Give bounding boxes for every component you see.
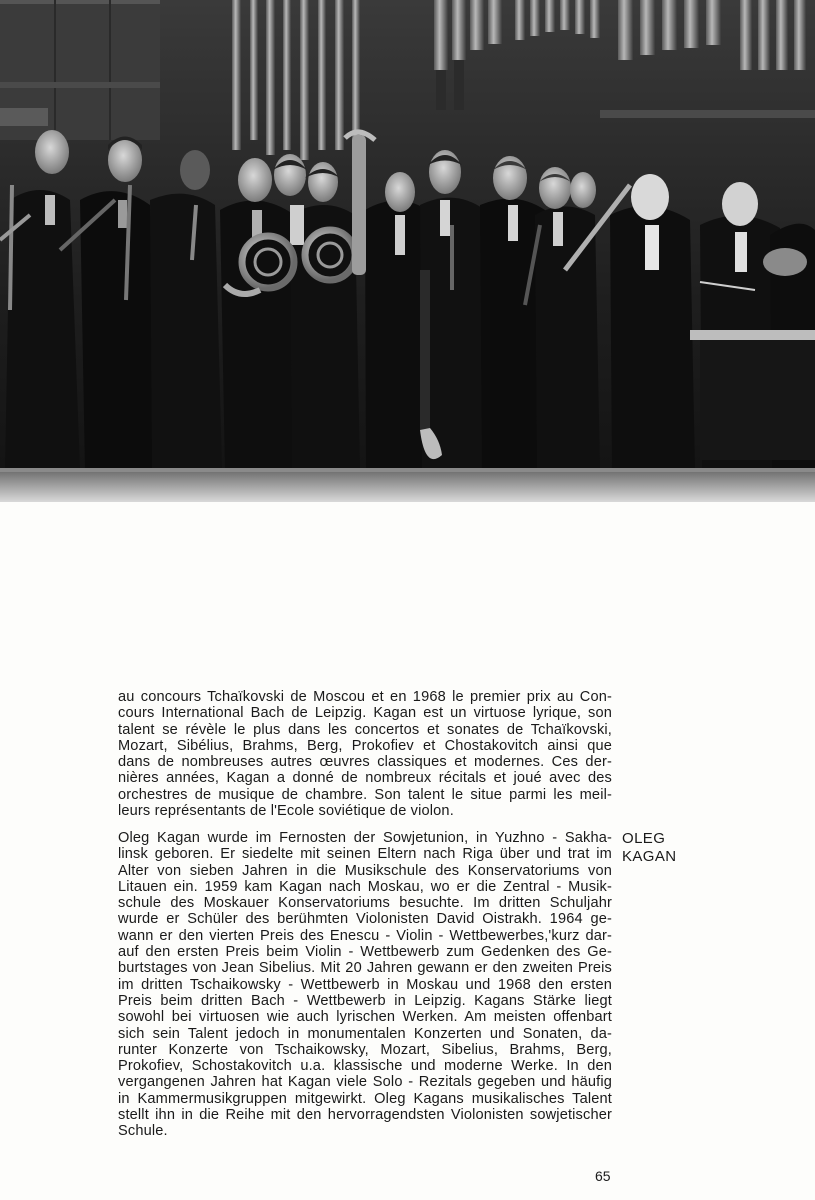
text-line: Mozart, Sibélius, Brahms, Berg, Prokofiev et Chostakovitch ainsi que: [118, 737, 612, 754]
german-paragraph: [118, 830, 612, 1140]
text-line: Oleg Kagan wurde im Fernosten der Sowjetunion, in Yuzhno - Sakha-: [118, 830, 612, 846]
side-title: [622, 830, 677, 866]
text-line: nières années, Kagan a donné de nombreux récitals et joué avec des: [118, 770, 612, 787]
text-line: Litauen ein. 1959 kam Kagan nach Moskau, wo er die Zentral - Musik-: [118, 878, 612, 895]
page-number: 65: [595, 1168, 611, 1184]
text-line: in Kammermusikgruppen mitgewirkt. Oleg Kagans musikalisches Talent: [118, 1090, 612, 1107]
text-line: Schule.: [118, 1123, 168, 1140]
concert-photo: [0, 0, 815, 502]
text-line: cours International Bach de Leipzig. Kagan est un virtuose lyrique, son: [118, 705, 612, 722]
side-title-last-name: KAGAN: [622, 848, 677, 865]
text-line: schule des Moskauer Konservatoriums besuchte. Im dritten Schuljahr: [118, 895, 612, 912]
text-line: Preis beim dritten Bach - Wettbewerb in Leipzig. Kagans Stärke liegt: [118, 992, 612, 1009]
text-line: wurde er Schüler des berühmten Violonisten David Oistrakh. 1964 ge-: [118, 911, 612, 928]
text-line: talent se révèle le plus dans les concertos et sonates de Tchaïkovski,: [118, 721, 612, 738]
text-line: runter Konzerte von Tschaikowsky, Mozart, Sibelius, Brahms, Berg,: [118, 1041, 612, 1058]
text-line: burtstages von Jean Sibelius. Mit 20 Jahren gewann er den zweiten Preis: [118, 960, 612, 977]
text-line: dans de nombreuses autres œuvres classiques et modernes. Ces der-: [118, 754, 612, 771]
text-line: auf den ersten Preis beim Violin - Wettbewerb zum Gedenken des Ge-: [118, 944, 612, 961]
stage-floor: [0, 470, 815, 502]
text-line: vergangenen Jahren hat Kagan viele Solo - Rezitals gegeben und häufig: [118, 1074, 612, 1091]
side-title-first-name: OLEG: [622, 830, 666, 847]
text-line: leurs représentants de l'Ecole soviétique de violon.: [118, 803, 454, 820]
text-line: Prokofiev, Schostakovitch u.a. klassische und moderne Werke. In den: [118, 1058, 612, 1075]
text-line: orchestres de musique de chambre. Son talent le situe parmi les meil-: [118, 786, 612, 803]
concert-photo-drawing: [0, 0, 815, 502]
text-line: au concours Tchaïkovski de Moscou et en 1968 le premier prix au Con-: [118, 689, 612, 705]
text-line: im dritten Tschaikowsky - Wettbewerb in Moskau und 1968 den ersten: [118, 976, 612, 993]
text-line: stellt ihn in die Reihe mit den hervorragendsten Violonisten sowjetischer: [118, 1107, 612, 1124]
text-line: wann er den vierten Preis des Enescu - Violin - Wettbewerbes,'kurz dar-: [118, 927, 612, 944]
text-line: sowohl bei virtuosen wie auch lyrischen Werken. Am meisten offenbart: [118, 1009, 612, 1026]
text-line: linsk geboren. Er siedelte mit seinen Eltern nach Riga über und trat im: [118, 846, 612, 863]
text-line: Alter von sieben Jahren in die Musikschule des Konservatoriums von: [118, 862, 612, 879]
french-paragraph: [118, 689, 612, 819]
text-line: sich sein Talent jedoch in monumentalen Konzerten und Sonaten, da-: [118, 1025, 612, 1042]
